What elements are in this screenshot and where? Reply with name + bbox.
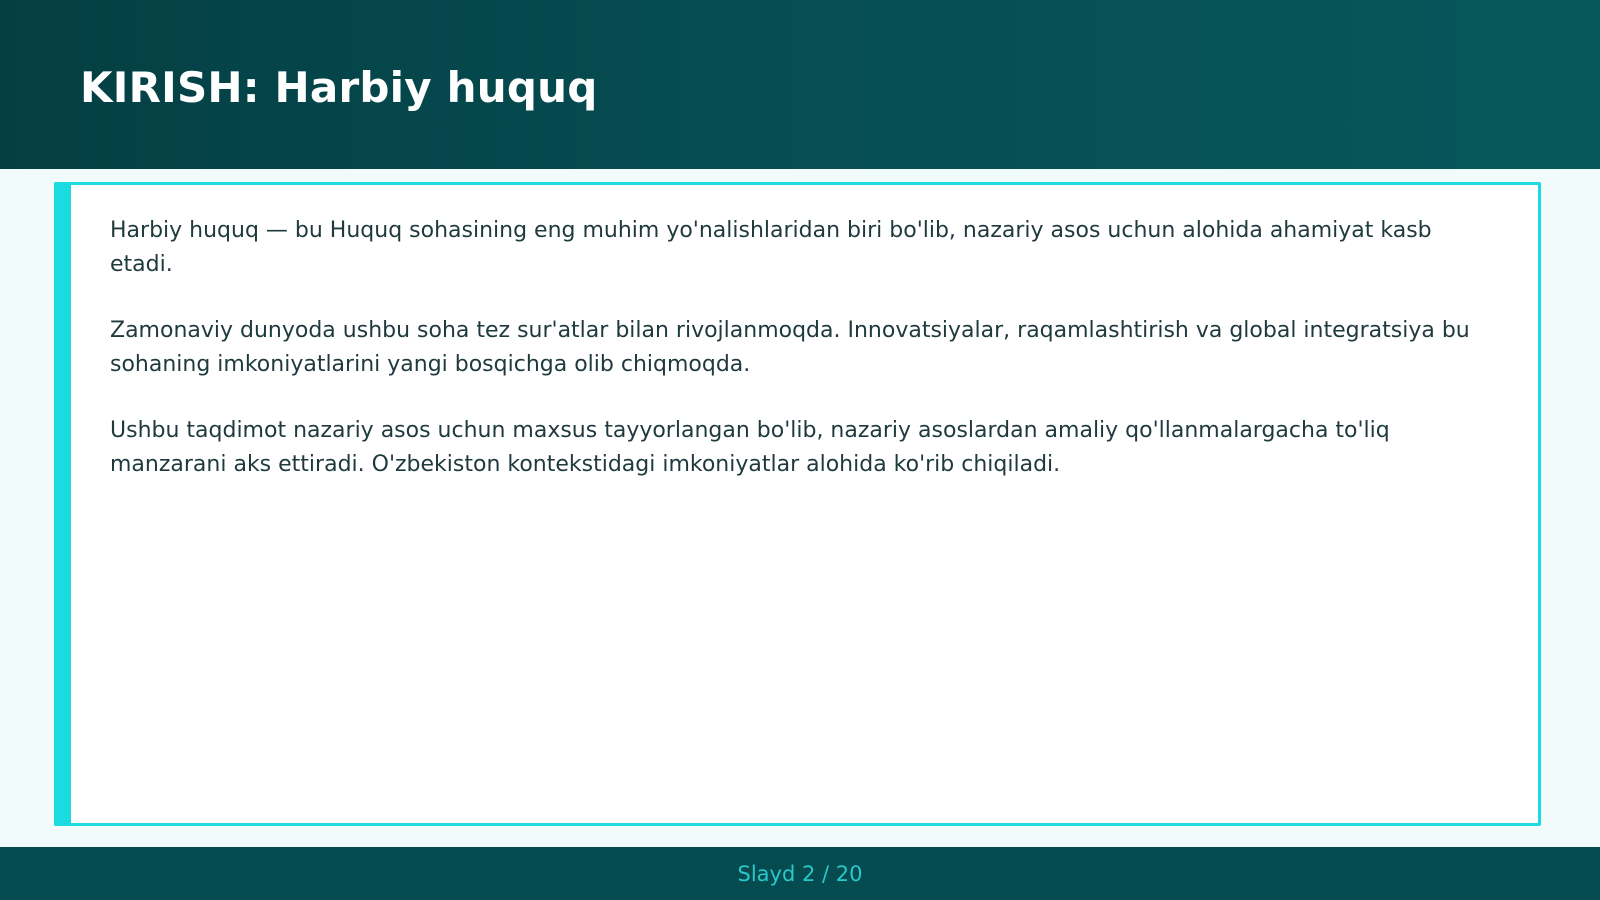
- presentation-scope-paragraph: Ushbu taqdimot nazariy asos uchun maxsus tayyorlangan bo'lib, nazariy asoslardan amaliy qo'llanmalargacha to'liq manzarani aks ettiradi. O'zbekiston kontekstidagi imkoniyatlar alohida ko'rib chiqiladi.: [110, 418, 1390, 477]
- content-panel: [54, 182, 1541, 826]
- development-paragraph: Zamonaviy dunyoda ushbu soha tez sur'atlar bilan rivojlanmoqda. Innovatsiyalar, raqamlashtirish va global integratsiya bu sohaning imkoniyatlarini yangi bosqichga olib chiqmoqda.: [110, 318, 1470, 377]
- slide-footer: [0, 847, 1600, 900]
- slide-header: [0, 0, 1600, 169]
- slide-counter: Slayd 2 / 20: [737, 861, 863, 886]
- slide-content: [110, 214, 1495, 514]
- slide-title: KIRISH: Harbiy huquq: [80, 63, 598, 112]
- intro-paragraph: Harbiy huquq — bu Huquq sohasining eng muhim yo'nalishlaridan biri bo'lib, nazariy asos uchun alohida ahamiyat kasb etadi.: [110, 218, 1432, 277]
